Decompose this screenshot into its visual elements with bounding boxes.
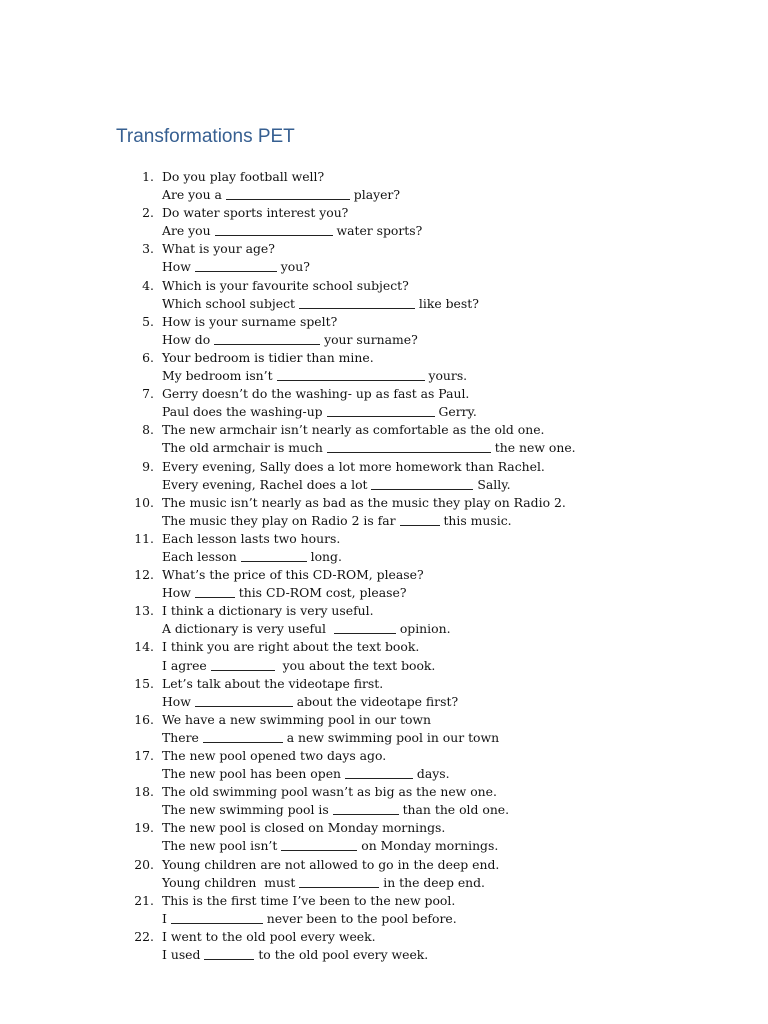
exercise-item xyxy=(134,747,754,783)
original-sentence: What’s the price of this CD-ROM, please? xyxy=(162,567,424,583)
transformed-sentence xyxy=(162,837,754,855)
exercise-item xyxy=(134,856,754,892)
sentence-start: How xyxy=(162,259,195,275)
sentence-end: you? xyxy=(276,259,310,275)
transformed-sentence xyxy=(162,476,754,494)
original-sentence: I think a dictionary is very useful. xyxy=(162,603,374,619)
transformed-sentence xyxy=(162,910,754,928)
original-sentence: How is your surname spelt? xyxy=(162,313,338,329)
sentence-start: The old armchair is much xyxy=(162,440,327,456)
answer-blank[interactable] xyxy=(299,875,379,888)
exercise-list xyxy=(134,168,754,964)
item-number: 1. xyxy=(142,169,154,184)
sentence-end: this CD-ROM cost, please? xyxy=(234,585,407,601)
item-number: 22. xyxy=(134,928,154,944)
sentence-end: long. xyxy=(306,548,342,564)
original-sentence: Let’s talk about the videotape first. xyxy=(162,675,384,691)
answer-blank[interactable] xyxy=(299,296,415,309)
sentence-end: never been to the pool before. xyxy=(262,910,457,926)
sentence-start: Paul does the washing-up xyxy=(162,404,327,420)
sentence-start: I agree xyxy=(162,657,211,673)
answer-blank[interactable] xyxy=(371,477,473,490)
original-sentence: Young children are not allowed to go in the deep end. xyxy=(162,856,500,872)
item-number: 8. xyxy=(142,422,154,438)
original-sentence: What is your age? xyxy=(162,241,275,257)
sentence-end: you about the text book. xyxy=(274,657,436,673)
item-number: 4. xyxy=(142,277,154,293)
item-number: 14. xyxy=(134,639,154,655)
transformed-sentence xyxy=(162,874,754,892)
sentence-end: your surname? xyxy=(320,331,418,347)
item-number: 6. xyxy=(142,349,154,365)
sentence-start: Each lesson xyxy=(162,548,241,564)
exercise-item xyxy=(134,349,754,385)
answer-blank[interactable] xyxy=(334,621,396,634)
exercise-item xyxy=(134,385,754,421)
original-sentence: The new pool is closed on Monday mornings. xyxy=(162,820,446,836)
transformed-sentence xyxy=(162,548,754,566)
sentence-start: The new swimming pool is xyxy=(162,802,333,818)
answer-blank[interactable] xyxy=(241,549,307,562)
answer-blank[interactable] xyxy=(204,947,254,960)
sentence-end: the new one. xyxy=(490,440,576,456)
transformed-sentence xyxy=(162,620,754,638)
exercise-item xyxy=(134,928,754,964)
exercise-item xyxy=(134,675,754,711)
sentence-end: yours. xyxy=(424,368,468,384)
sentence-end: water sports? xyxy=(332,223,423,239)
item-number: 16. xyxy=(134,711,154,727)
transformed-sentence xyxy=(162,258,754,276)
item-number: 11. xyxy=(134,530,154,546)
answer-blank[interactable] xyxy=(281,838,357,851)
item-number: 3. xyxy=(142,241,154,257)
item-number: 10. xyxy=(134,494,154,510)
original-sentence: The old swimming pool wasn’t as big as the new one. xyxy=(162,784,497,800)
sentence-end: opinion. xyxy=(395,621,451,637)
page-title: Transformations PET xyxy=(116,126,295,147)
item-number: 17. xyxy=(134,748,154,763)
original-sentence: Do you play football well? xyxy=(162,169,325,184)
sentence-end: in the deep end. xyxy=(379,874,485,890)
transformed-sentence xyxy=(162,584,754,602)
exercise-item xyxy=(134,494,754,530)
transformed-sentence xyxy=(162,693,754,711)
answer-blank[interactable] xyxy=(277,368,425,381)
original-sentence: We have a new swimming pool in our town xyxy=(162,711,432,727)
answer-blank[interactable] xyxy=(333,802,399,815)
original-sentence: The new pool opened two days ago. xyxy=(162,748,387,763)
answer-blank[interactable] xyxy=(214,332,320,345)
sentence-start: The music they play on Radio 2 is far xyxy=(162,512,400,528)
sentence-end: about the videotape first? xyxy=(292,693,459,709)
transformed-sentence xyxy=(162,512,754,530)
answer-blank[interactable] xyxy=(195,694,293,707)
exercise-item xyxy=(134,530,754,566)
item-number: 7. xyxy=(142,386,154,402)
sentence-start: I used xyxy=(162,947,205,963)
answer-blank[interactable] xyxy=(345,766,413,779)
transformed-sentence xyxy=(162,331,754,349)
exercise-item xyxy=(134,638,754,674)
sentence-end: a new swimming pool in our town xyxy=(282,729,500,745)
transformed-sentence xyxy=(162,367,754,385)
sentence-end: this music. xyxy=(439,512,512,528)
exercise-item xyxy=(134,313,754,349)
original-sentence: Each lesson lasts two hours. xyxy=(162,530,341,546)
exercise-item xyxy=(134,168,754,204)
original-sentence: This is the first time I’ve been to the new pool. xyxy=(162,892,456,908)
original-sentence: Which is your favourite school subject? xyxy=(162,277,409,293)
sentence-start: The new pool has been open xyxy=(162,766,345,782)
item-number: 9. xyxy=(142,458,154,474)
transformed-sentence xyxy=(162,439,754,457)
item-number: 2. xyxy=(142,205,154,221)
original-sentence: I think you are right about the text book. xyxy=(162,639,420,655)
answer-blank[interactable] xyxy=(215,223,333,236)
sentence-end: like best? xyxy=(414,295,479,311)
answer-blank[interactable] xyxy=(327,440,491,453)
sentence-start: I xyxy=(162,910,171,926)
original-sentence: Gerry doesn’t do the washing- up as fast as Paul. xyxy=(162,386,470,402)
transformed-sentence xyxy=(162,946,754,964)
transformed-sentence xyxy=(162,657,754,675)
sentence-start: Which school subject xyxy=(162,295,299,311)
item-number: 19. xyxy=(134,820,154,836)
item-number: 20. xyxy=(134,856,154,872)
sentence-start: Every evening, Rachel does a lot xyxy=(162,476,372,492)
transformed-sentence xyxy=(162,801,754,819)
answer-blank[interactable] xyxy=(195,259,277,272)
answer-blank[interactable] xyxy=(327,404,435,417)
transformed-sentence xyxy=(162,403,754,421)
sentence-start: My bedroom isn’t xyxy=(162,368,277,384)
item-number: 18. xyxy=(134,784,154,800)
sentence-start: How xyxy=(162,693,195,709)
answer-blank[interactable] xyxy=(171,911,263,924)
sentence-start: There xyxy=(162,729,203,745)
answer-blank[interactable] xyxy=(195,585,235,598)
sentence-end: player? xyxy=(349,187,400,203)
exercise-item xyxy=(134,602,754,638)
answer-blank[interactable] xyxy=(400,513,440,526)
sentence-end: on Monday mornings. xyxy=(357,838,499,854)
item-number: 12. xyxy=(134,567,154,583)
sentence-start: How do xyxy=(162,331,215,347)
sentence-end: Gerry. xyxy=(434,404,477,420)
answer-blank[interactable] xyxy=(211,658,275,671)
transformed-sentence xyxy=(162,729,754,747)
original-sentence: I went to the old pool every week. xyxy=(162,928,376,944)
answer-blank[interactable] xyxy=(226,187,350,200)
sentence-end: days. xyxy=(412,766,450,782)
item-number: 21. xyxy=(134,892,154,908)
original-sentence: Your bedroom is tidier than mine. xyxy=(162,349,374,365)
sentence-start: The new pool isn’t xyxy=(162,838,282,854)
item-number: 13. xyxy=(134,603,154,619)
sentence-end: than the old one. xyxy=(398,802,510,818)
exercise-item xyxy=(134,711,754,747)
exercise-item xyxy=(134,277,754,313)
original-sentence: The new armchair isn’t nearly as comfortable as the old one. xyxy=(162,422,545,438)
item-number: 15. xyxy=(134,675,154,691)
transformed-sentence xyxy=(162,765,754,783)
sentence-start: Are you xyxy=(162,223,215,239)
exercise-item xyxy=(134,892,754,928)
sentence-end: to the old pool every week. xyxy=(254,947,429,963)
transformed-sentence xyxy=(162,295,754,313)
exercise-item xyxy=(134,783,754,819)
transformed-sentence xyxy=(162,222,754,240)
sentence-start: Are you a xyxy=(162,187,226,203)
exercise-item xyxy=(134,421,754,457)
exercise-item xyxy=(134,204,754,240)
transformed-sentence xyxy=(162,186,754,204)
exercise-item xyxy=(134,240,754,276)
item-number: 5. xyxy=(142,313,154,329)
original-sentence: The music isn’t nearly as bad as the music they play on Radio 2. xyxy=(162,494,566,510)
exercise-item xyxy=(134,566,754,602)
original-sentence: Every evening, Sally does a lot more homework than Rachel. xyxy=(162,458,545,474)
sentence-start: Young children must xyxy=(162,874,300,890)
answer-blank[interactable] xyxy=(203,730,283,743)
sentence-start: How xyxy=(162,585,195,601)
sentence-end: Sally. xyxy=(473,476,511,492)
original-sentence: Do water sports interest you? xyxy=(162,205,349,221)
exercise-item xyxy=(134,458,754,494)
sentence-start: A dictionary is very useful xyxy=(162,621,334,637)
exercise-item xyxy=(134,819,754,855)
